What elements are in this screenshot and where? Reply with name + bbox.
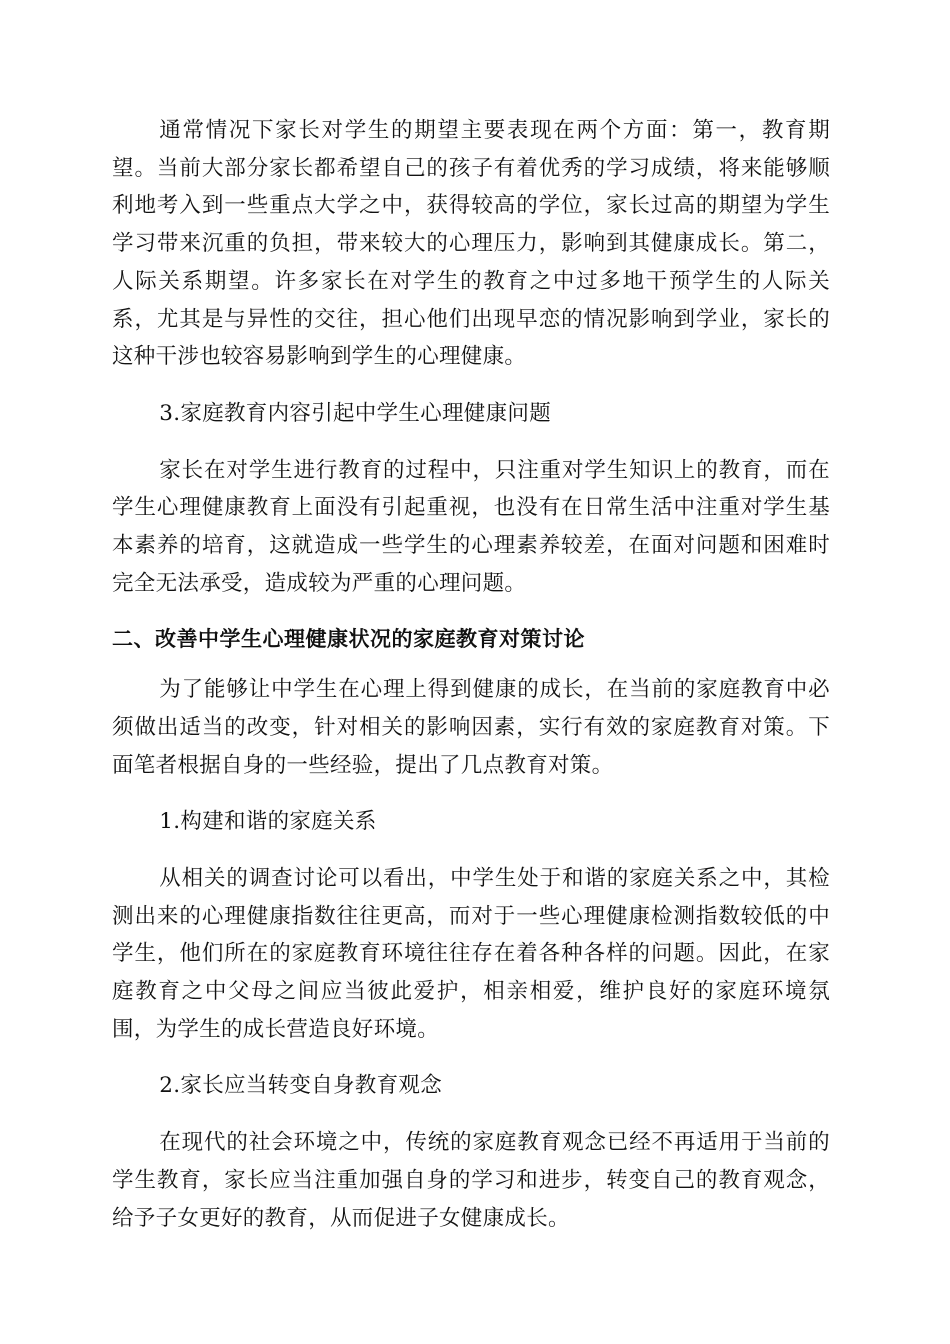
- spacer: [112, 841, 830, 860]
- spacer: [112, 602, 830, 621]
- section-heading-2: 二、改善中学生心理健康状况的家庭教育对策讨论: [112, 627, 585, 652]
- paragraph-section-intro: 为了能够让中学生在心理上得到健康的成长，在当前的家庭教育中必须做出适当的改变，针对相关的影响因素，实行有效的家庭教育对策。下面笔者根据自身的一些经验，提出了几点教育对策。: [112, 677, 830, 778]
- paragraph-education-content: 家长在对学生进行教育的过程中，只注重对学生知识上的教育，而在学生心理健康教育上面没有引起重视，也没有在日常生活中注重对学生基本素养的培育，这就造成一些学生的心理素养较差，在面对问题和困难时完全无法承受，造成较为严重的心理问题。: [112, 457, 830, 596]
- paragraph-parent-expectations: 通常情况下家长对学生的期望主要表现在两个方面：第一，教育期望。当前大部分家长都希望自己的孩子有着优秀的学习成绩，将来能够顺利地考入到一些重点大学之中，获得较高的学位，家长过高的期望为学生学习带来沉重的负担，带来较大的心理压力，影响到其健康成长。第二，人际关系期望。许多家长在对学生的教育之中过多地干预学生的人际关系，尤其是与异性的交往，担心他们出现早恋的情况影响到学业，家长的这种干涉也较容易影响到学生的心理健康。: [112, 118, 830, 370]
- paragraph-change-concepts: 在现代的社会环境之中，传统的家庭教育观念已经不再适用于当前的学生教育，家长应当注重加强自身的学习和进步，转变自己的教育观念，给予子女更好的教育，从而促进子女健康成长。: [112, 1130, 830, 1231]
- subheading-2-change-concepts: 2.家长应当转变自身教育观念: [159, 1073, 443, 1099]
- spacer: [112, 433, 830, 452]
- spacer: [112, 1105, 830, 1124]
- document-body: [112, 112, 830, 1237]
- spacer: [112, 1048, 830, 1067]
- paragraph-harmonious-family: 从相关的调查讨论可以看出，中学生处于和谐的家庭关系之中，其检测出来的心理健康指数往往更高，而对于一些心理健康检测指数较低的中学生，他们所在的家庭教育环境往往存在着各种各样的问题。因此，在家庭教育之中父母之间应当彼此爱护，相亲相爱，维护良好的家庭环境氛围，为学生的成长营造良好环境。: [112, 865, 830, 1042]
- subheading-1-harmonious-family: 1.构建和谐的家庭关系: [159, 809, 377, 835]
- spacer: [112, 376, 830, 395]
- subheading-3-education-content: 3.家庭教育内容引起中学生心理健康问题: [159, 400, 552, 426]
- spacer: [112, 784, 830, 803]
- spacer: [112, 659, 830, 671]
